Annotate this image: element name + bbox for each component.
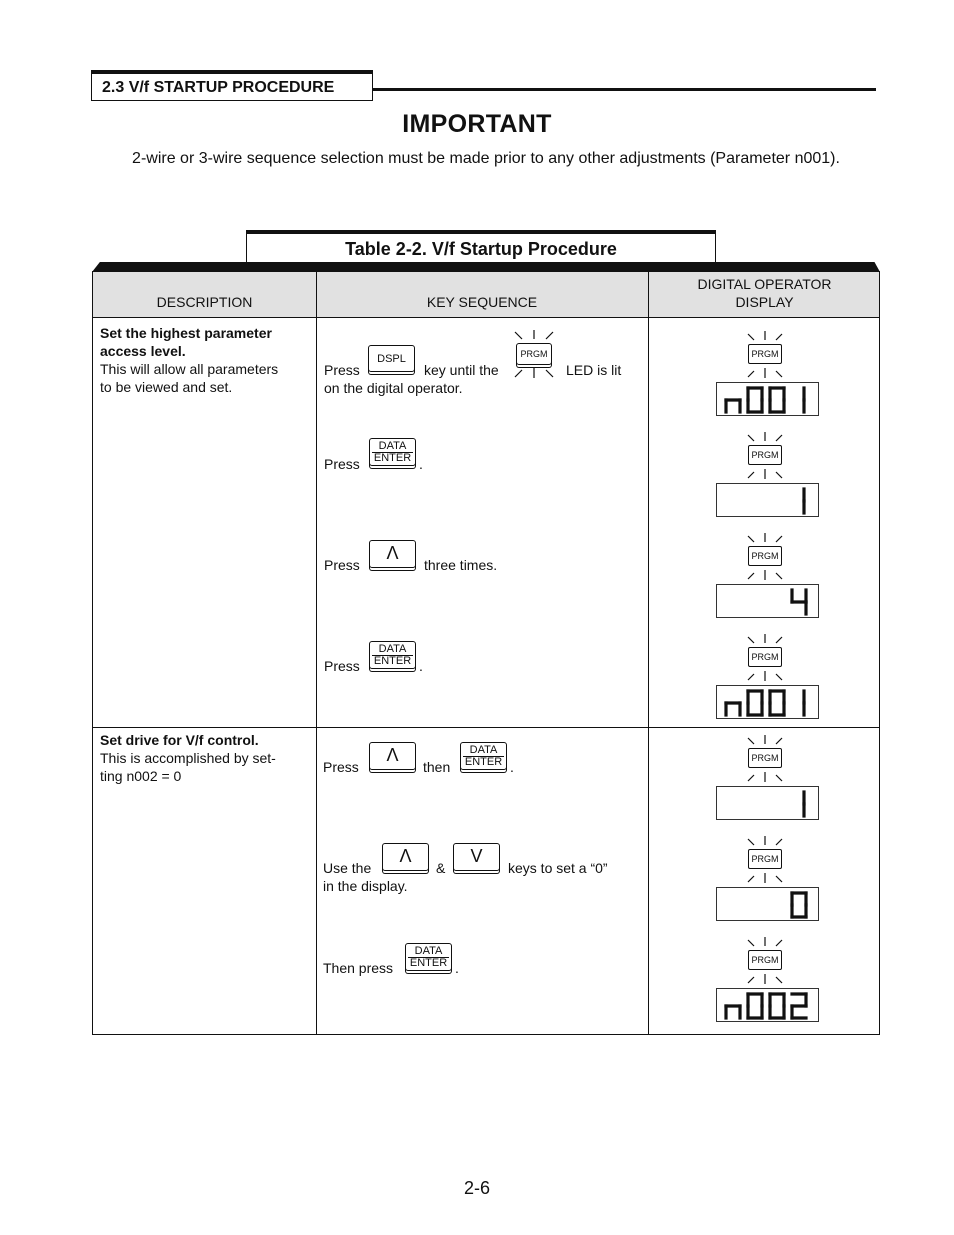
row2-text-line2: ting n002 = 0 [100, 768, 182, 784]
header-display-line2: DISPLAY [735, 294, 794, 310]
up-arrow-key[interactable]: Λ [369, 540, 416, 568]
row-divider [93, 727, 879, 728]
lcd-digits [717, 989, 820, 1023]
lcd-display [716, 786, 819, 820]
important-title: IMPORTANT [402, 110, 552, 138]
lcd-digits [717, 787, 820, 821]
prgm-led-label: PRGM [748, 950, 782, 970]
step5-mid: then [423, 759, 451, 775]
lcd-display [716, 483, 819, 517]
lcd-digits [717, 686, 820, 720]
enter-key-label: ENTER [373, 655, 412, 667]
up-arrow-key[interactable]: Λ [382, 843, 429, 871]
lcd-display [716, 988, 819, 1022]
important-text: 2-wire or 3-wire sequence selection must be made prior to any other adjustments (Parameter n001). [132, 150, 840, 167]
section-heading: 2.3 V/f STARTUP PROCEDURE [91, 70, 373, 101]
prgm-led-label: PRGM [748, 647, 782, 667]
data-key-label: DATA [408, 946, 449, 958]
step6-press: Use the [323, 860, 372, 876]
row2-description [100, 731, 300, 785]
header-description: DESCRIPTION [156, 294, 253, 310]
step4-press: Press [324, 658, 360, 674]
prgm-led-label: PRGM [748, 344, 782, 364]
lcd-digits [717, 888, 820, 922]
step1-mid: key until the [424, 362, 499, 378]
header-display-line1: DIGITAL OPERATOR [697, 276, 832, 292]
step2-press: Press [324, 456, 360, 472]
table-caption: Table 2-2. V/f Startup Procedure [246, 230, 716, 263]
page-number: 2-6 [463, 1178, 490, 1198]
col-divider [648, 272, 649, 1034]
prgm-indicator [740, 431, 790, 481]
data-enter-key[interactable] [369, 641, 416, 669]
prgm-key[interactable]: PRGM [516, 343, 552, 365]
prgm-indicator [740, 330, 790, 380]
step4-end: . [419, 658, 423, 674]
prgm-indicator [740, 936, 790, 986]
lcd-digits [717, 484, 820, 518]
row1-title-line1: Set the highest parameter [100, 325, 272, 341]
step6-end: keys to set a “0” [508, 860, 608, 876]
row1-text-line1: This will allow all parameters [100, 361, 279, 377]
lcd-display [716, 685, 819, 719]
step2-end: . [419, 456, 423, 472]
step1-end: LED is lit [566, 362, 622, 378]
row1-title-line2: access level. [100, 343, 186, 359]
lcd-display [716, 887, 819, 921]
led-rays-icon [509, 328, 559, 380]
prgm-led-label: PRGM [748, 546, 782, 566]
data-key-label: DATA [372, 441, 413, 453]
lcd-digits [717, 585, 820, 619]
step5-press: Press [323, 759, 359, 775]
up-arrow-key[interactable]: Λ [369, 742, 416, 770]
section-rule [373, 88, 876, 91]
step6-mid: & [436, 860, 446, 876]
row2-text-line1: This is accomplished by set- [100, 750, 276, 766]
prgm-indicator [740, 734, 790, 784]
row1-description [100, 324, 300, 396]
header-key-sequence: KEY SEQUENCE [426, 294, 538, 310]
data-enter-key[interactable] [405, 943, 452, 971]
data-enter-key[interactable] [460, 742, 507, 770]
step7-end: . [455, 960, 459, 976]
down-arrow-key[interactable]: V [453, 843, 500, 871]
dspl-key[interactable]: DSPL [368, 345, 415, 372]
prgm-indicator [740, 633, 790, 683]
prgm-indicator [740, 835, 790, 885]
row1-text-line2: to be viewed and set. [100, 379, 233, 395]
lcd-display [716, 382, 819, 416]
step1-press: Press [324, 362, 360, 378]
prgm-indicator [740, 532, 790, 582]
prgm-led-label: PRGM [748, 849, 782, 869]
lcd-digits [717, 383, 820, 417]
step3-end: three times. [424, 557, 498, 573]
lcd-display [716, 584, 819, 618]
data-key-label: DATA [463, 745, 504, 757]
prgm-led-label: PRGM [748, 748, 782, 768]
row2-title-line1: Set drive for V/f control. [100, 732, 259, 748]
step3-press: Press [324, 557, 360, 573]
step6-line2: in the display. [323, 878, 408, 894]
step1-line2: on the digital operator. [324, 380, 463, 396]
col-divider [316, 272, 317, 1034]
step7-press: Then press [323, 960, 394, 976]
enter-key-label: ENTER [373, 452, 412, 464]
enter-key-label: ENTER [409, 957, 448, 969]
data-key-label: DATA [372, 644, 413, 656]
enter-key-label: ENTER [464, 756, 503, 768]
step5-end: . [510, 759, 514, 775]
prgm-led-label: PRGM [748, 445, 782, 465]
data-enter-key[interactable] [369, 438, 416, 466]
